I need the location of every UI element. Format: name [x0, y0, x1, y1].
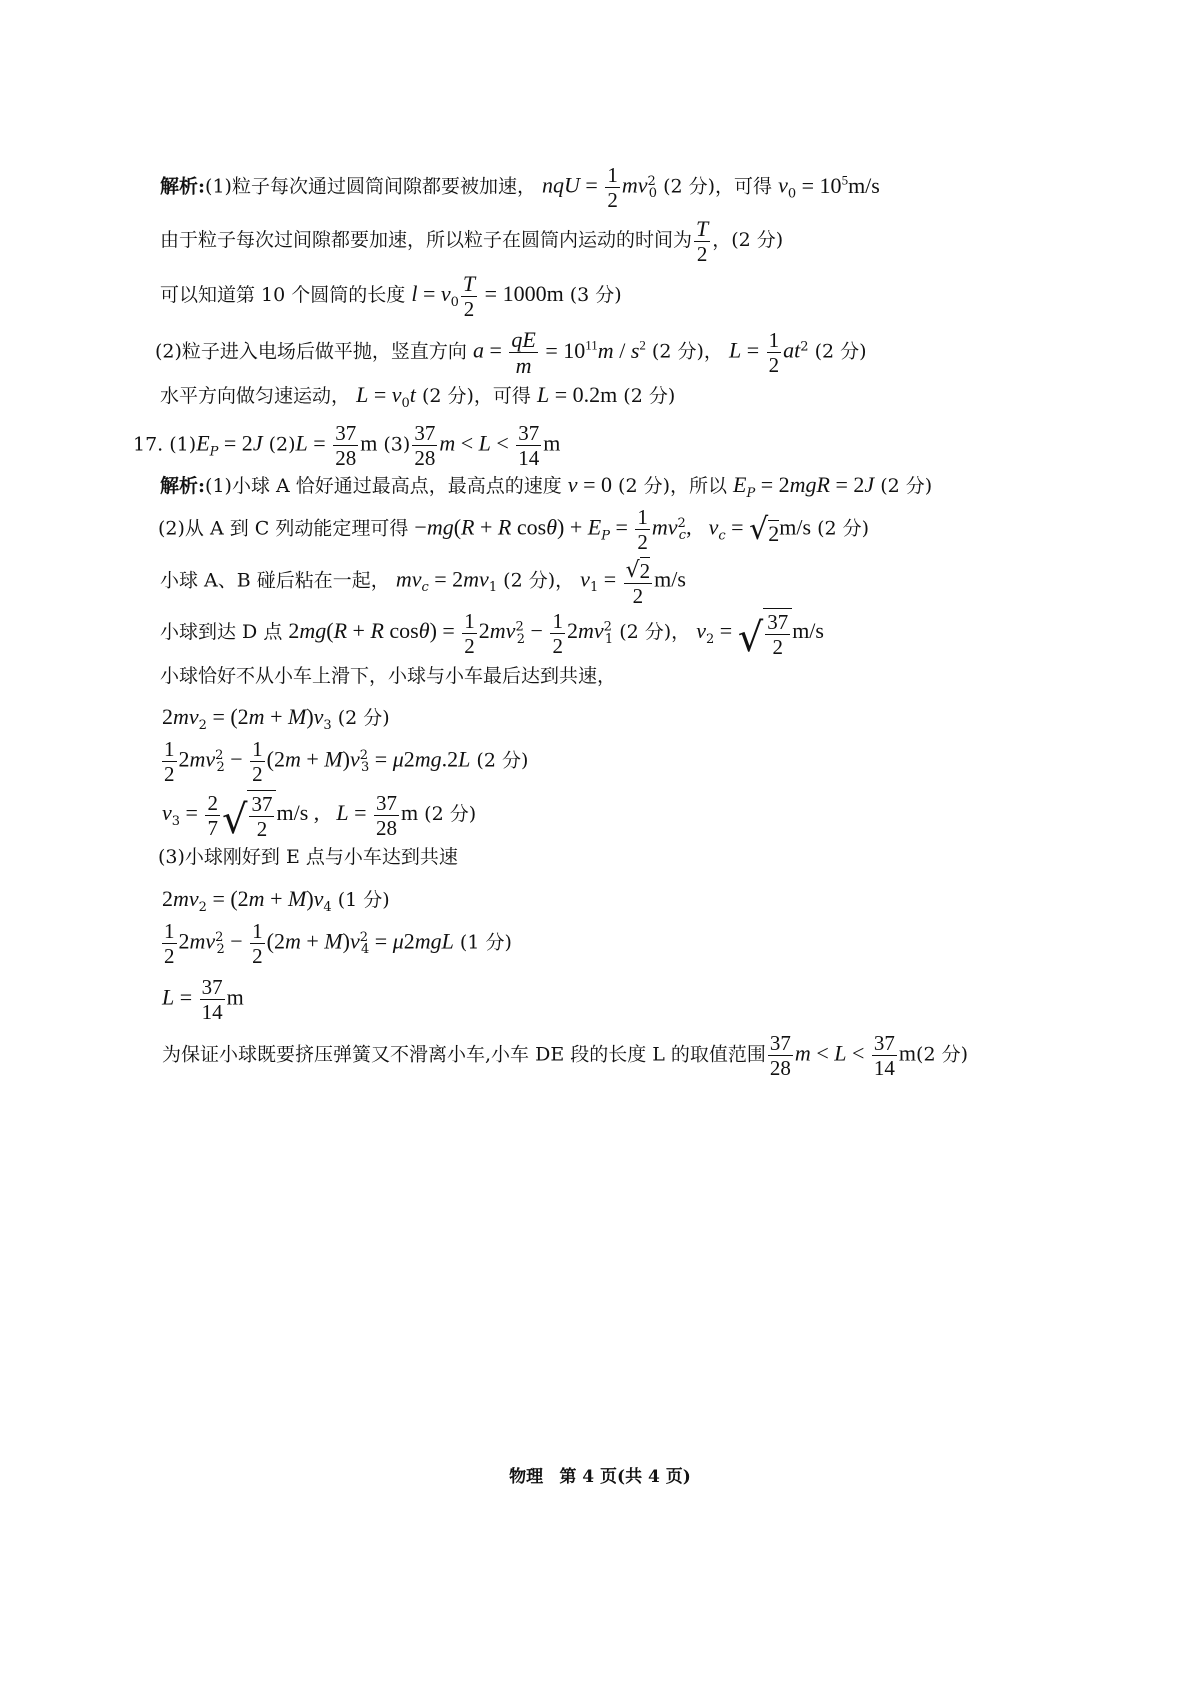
p17-line-8: $v_3$ = $\frac{2}{7}$ √ $\frac{37}{2}$ m/s , L = $\frac{37}{28}$ m (2 分)	[162, 790, 477, 844]
p17-line-2: (2)从 A 到 C 列动能定理可得 −mg(R + R $\cos\theta) + E_P$ = $\frac{1}{2}$ $mv^2_c$, $v_c$ = √ 2 m/s (2 分)	[158, 505, 870, 555]
footer-page-number: 第 4 页(共 4 页)	[559, 1467, 691, 1487]
jiexi-label: 解析	[160, 175, 199, 198]
question-number: 17.	[133, 433, 164, 456]
p17-line-9: (3)小球刚好到 E 点与小车达到共速	[158, 846, 458, 868]
p16-line-4: (2)粒子进入电场后做平抛，竖直方向 a = $\frac{qE}{m}$ = $10^{11}m / s^2$ (2 分)， L = $\frac{1}{2}$ $at^2$ (2 分)	[155, 327, 867, 379]
p17-line-3: 小球 A、B 碰后粘在一起， $mv_c = 2mv_1$ (2 分)， $v_1$ = √ 2 2 m/s	[160, 557, 686, 608]
p17-line-6: $2mv_2 = (2m + M)v_3$ (2 分)	[162, 704, 390, 733]
p16-line-5: 水平方向做匀速运动， $L = v_0t$ (2 分)，可得 L = 0.2m (2 分)	[160, 382, 676, 411]
p17-line-5: 小球恰好不从小车上滑下，小球与小车最后达到共速，	[160, 665, 617, 687]
p17-line-12: L = $\frac{37}{14}$ m	[162, 975, 244, 1025]
p17-line-13: 为保证小球既要挤压弹簧又不滑离小车,小车 DE 段的长度 L 的取值范围 $\frac{37}{28}$ m < L < $\frac{37}{14}$ m(2 分)	[162, 1031, 968, 1081]
p16-line-2: 由于粒子每次过间隙都要加速，所以粒子在圆筒内运动的时间为 $\frac{T}{2}$ ，(2 分)	[160, 216, 784, 267]
p16-line-3: 可以知道第 10 个圆筒的长度 $l = v_0$ $\frac{T}{2}$ = 1000m (3 分)	[160, 271, 622, 322]
jiexi-label-2: 解析	[160, 475, 199, 497]
p17-line-10: $2mv_2 = (2m + M)v_4$ (1 分)	[162, 886, 390, 915]
p17-line-7: $\frac{1}{2}$ $2mv^2_2$ − $\frac{1}{2}$ $(2m + M)v^2_3 = \mu 2mg.2L$ (2 分)	[164, 737, 529, 787]
p17-line-4: 小球到达 D 点 2mg(R + R cosθ) = $\frac{1}{2}$ $2mv^2_2$ − $\frac{1}{2}$ $2mv^2_1$ (2 分)， $v_2$ = √ $\frac{37}{2}$ m/s	[160, 608, 824, 662]
p16-line-1: 解析:(1)粒子每次通过圆筒间隙都要被加速， nqU = $\frac{1}{2}$ $mv^2_0$ (2 分)，可得 $v_0 = 10^5m/s$	[160, 163, 880, 213]
p17-line-1: 解析:(1)小球 A 恰好通过最高点，最高点的速度 v = 0 (2 分)，所以 $E_P = 2mgR = 2J$ (2 分)	[160, 472, 933, 501]
p17-line-11: $\frac{1}{2}$ $2mv^2_2$ − $\frac{1}{2}$ $(2m + M)v^2_4 = \mu 2mgL$ (1 分)	[164, 919, 512, 969]
page-footer	[0, 1462, 1200, 1487]
footer-subject: 物理	[509, 1467, 544, 1487]
p17-answers: 17. $(1)E_P = 2J$ (2)L = $\frac{37}{28}$ m (3) $\frac{37}{28}$ m < L < $\frac{37}{14}$ m	[133, 421, 561, 471]
